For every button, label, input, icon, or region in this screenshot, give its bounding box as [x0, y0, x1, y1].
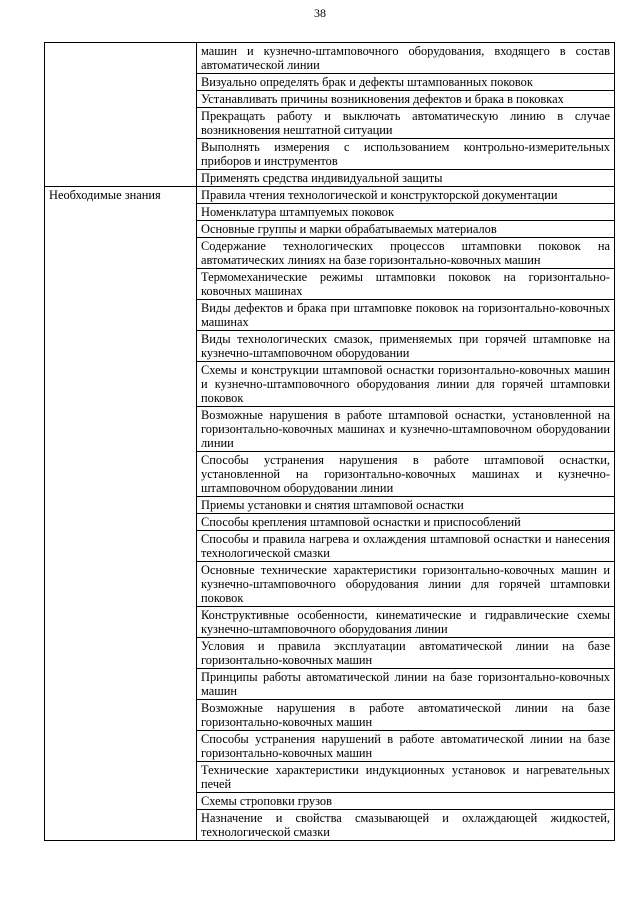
row-text: Принципы работы автоматической линии на базе горизонтально-ковочных машин — [197, 669, 615, 700]
row-text: Правила чтения технологической и конструкторской документации — [197, 187, 615, 204]
knowledge-table — [44, 42, 615, 841]
row-text: Способы крепления штамповой оснастки и приспособлений — [197, 514, 615, 531]
row-text: Способы и правила нагрева и охлаждения штамповой оснастки и нанесения технологической смазки — [197, 531, 615, 562]
row-text: Прекращать работу и выключать автоматическую линию в случае возникновения нештатной ситуации — [197, 108, 615, 139]
page-number: 38 — [314, 6, 326, 20]
row-text: Номенклатура штампуемых поковок — [197, 204, 615, 221]
row-text: Визуально определять брак и дефекты штампованных поковок — [197, 74, 615, 91]
row-text: Основные технические характеристики горизонтально-ковочных машин и кузнечно-штамповочного оборудования линии для горячей штамповки поковок — [197, 562, 615, 607]
row-text: Условия и правила эксплуатации автоматической линии на базе горизонтально-ковочных машин — [197, 638, 615, 669]
row-text: Виды технологических смазок, применяемых при горячей штамповке на кузнечно-штамповочном оборудовании — [197, 331, 615, 362]
row-text: Схемы и конструкции штамповой оснастки горизонтально-ковочных машин и кузнечно-штамповочного оборудования линии для горячей штамповки поковок — [197, 362, 615, 407]
row-text: Термомеханические режимы штамповки поковок на горизонтально-ковочных машинах — [197, 269, 615, 300]
row-text: Выполнять измерения с использованием контрольно-измерительных приборов и инструментов — [197, 139, 615, 170]
row-label — [45, 43, 197, 187]
section-label-required-knowledge: Необходимые знания — [45, 187, 197, 841]
table-row — [45, 43, 615, 74]
row-text: Назначение и свойства смазывающей и охлаждающей жидкостей, технологической смазки — [197, 810, 615, 841]
row-text: Применять средства индивидуальной защиты — [197, 170, 615, 187]
row-text: Способы устранения нарушений в работе автоматической линии на базе горизонтально-ковочных машин — [197, 731, 615, 762]
row-text: Содержание технологических процессов штамповки поковок на автоматических линиях на базе горизонтально-ковочных машин — [197, 238, 615, 269]
row-text: Приемы установки и снятия штамповой оснастки — [197, 497, 615, 514]
row-text: Возможные нарушения в работе штамповой оснастки, установленной на горизонтально-ковочных машинах и кузнечно-штамповочном оборудовании линии — [197, 407, 615, 452]
row-text: Технические характеристики индукционных установок и нагревательных печей — [197, 762, 615, 793]
row-text: Основные группы и марки обрабатываемых материалов — [197, 221, 615, 238]
table-row — [45, 187, 615, 204]
row-text: Устанавливать причины возникновения дефектов и брака в поковках — [197, 91, 615, 108]
row-text: Способы устранения нарушения в работе штамповой оснастки, установленной на горизонтально-ковочных машинах и кузнечно-штамповочном оборудовании линии — [197, 452, 615, 497]
row-text: Виды дефектов и брака при штамповке поковок на горизонтально-ковочных машинах — [197, 300, 615, 331]
row-text: Схемы строповки грузов — [197, 793, 615, 810]
row-text: Конструктивные особенности, кинематические и гидравлические схемы кузнечно-штамповочного оборудования линии — [197, 607, 615, 638]
row-text: машин и кузнечно-штамповочного оборудования, входящего в состав автоматической линии — [197, 43, 615, 74]
row-text: Возможные нарушения в работе автоматической линии на базе горизонтально-ковочных машин — [197, 700, 615, 731]
knowledge-table-body — [45, 43, 615, 841]
